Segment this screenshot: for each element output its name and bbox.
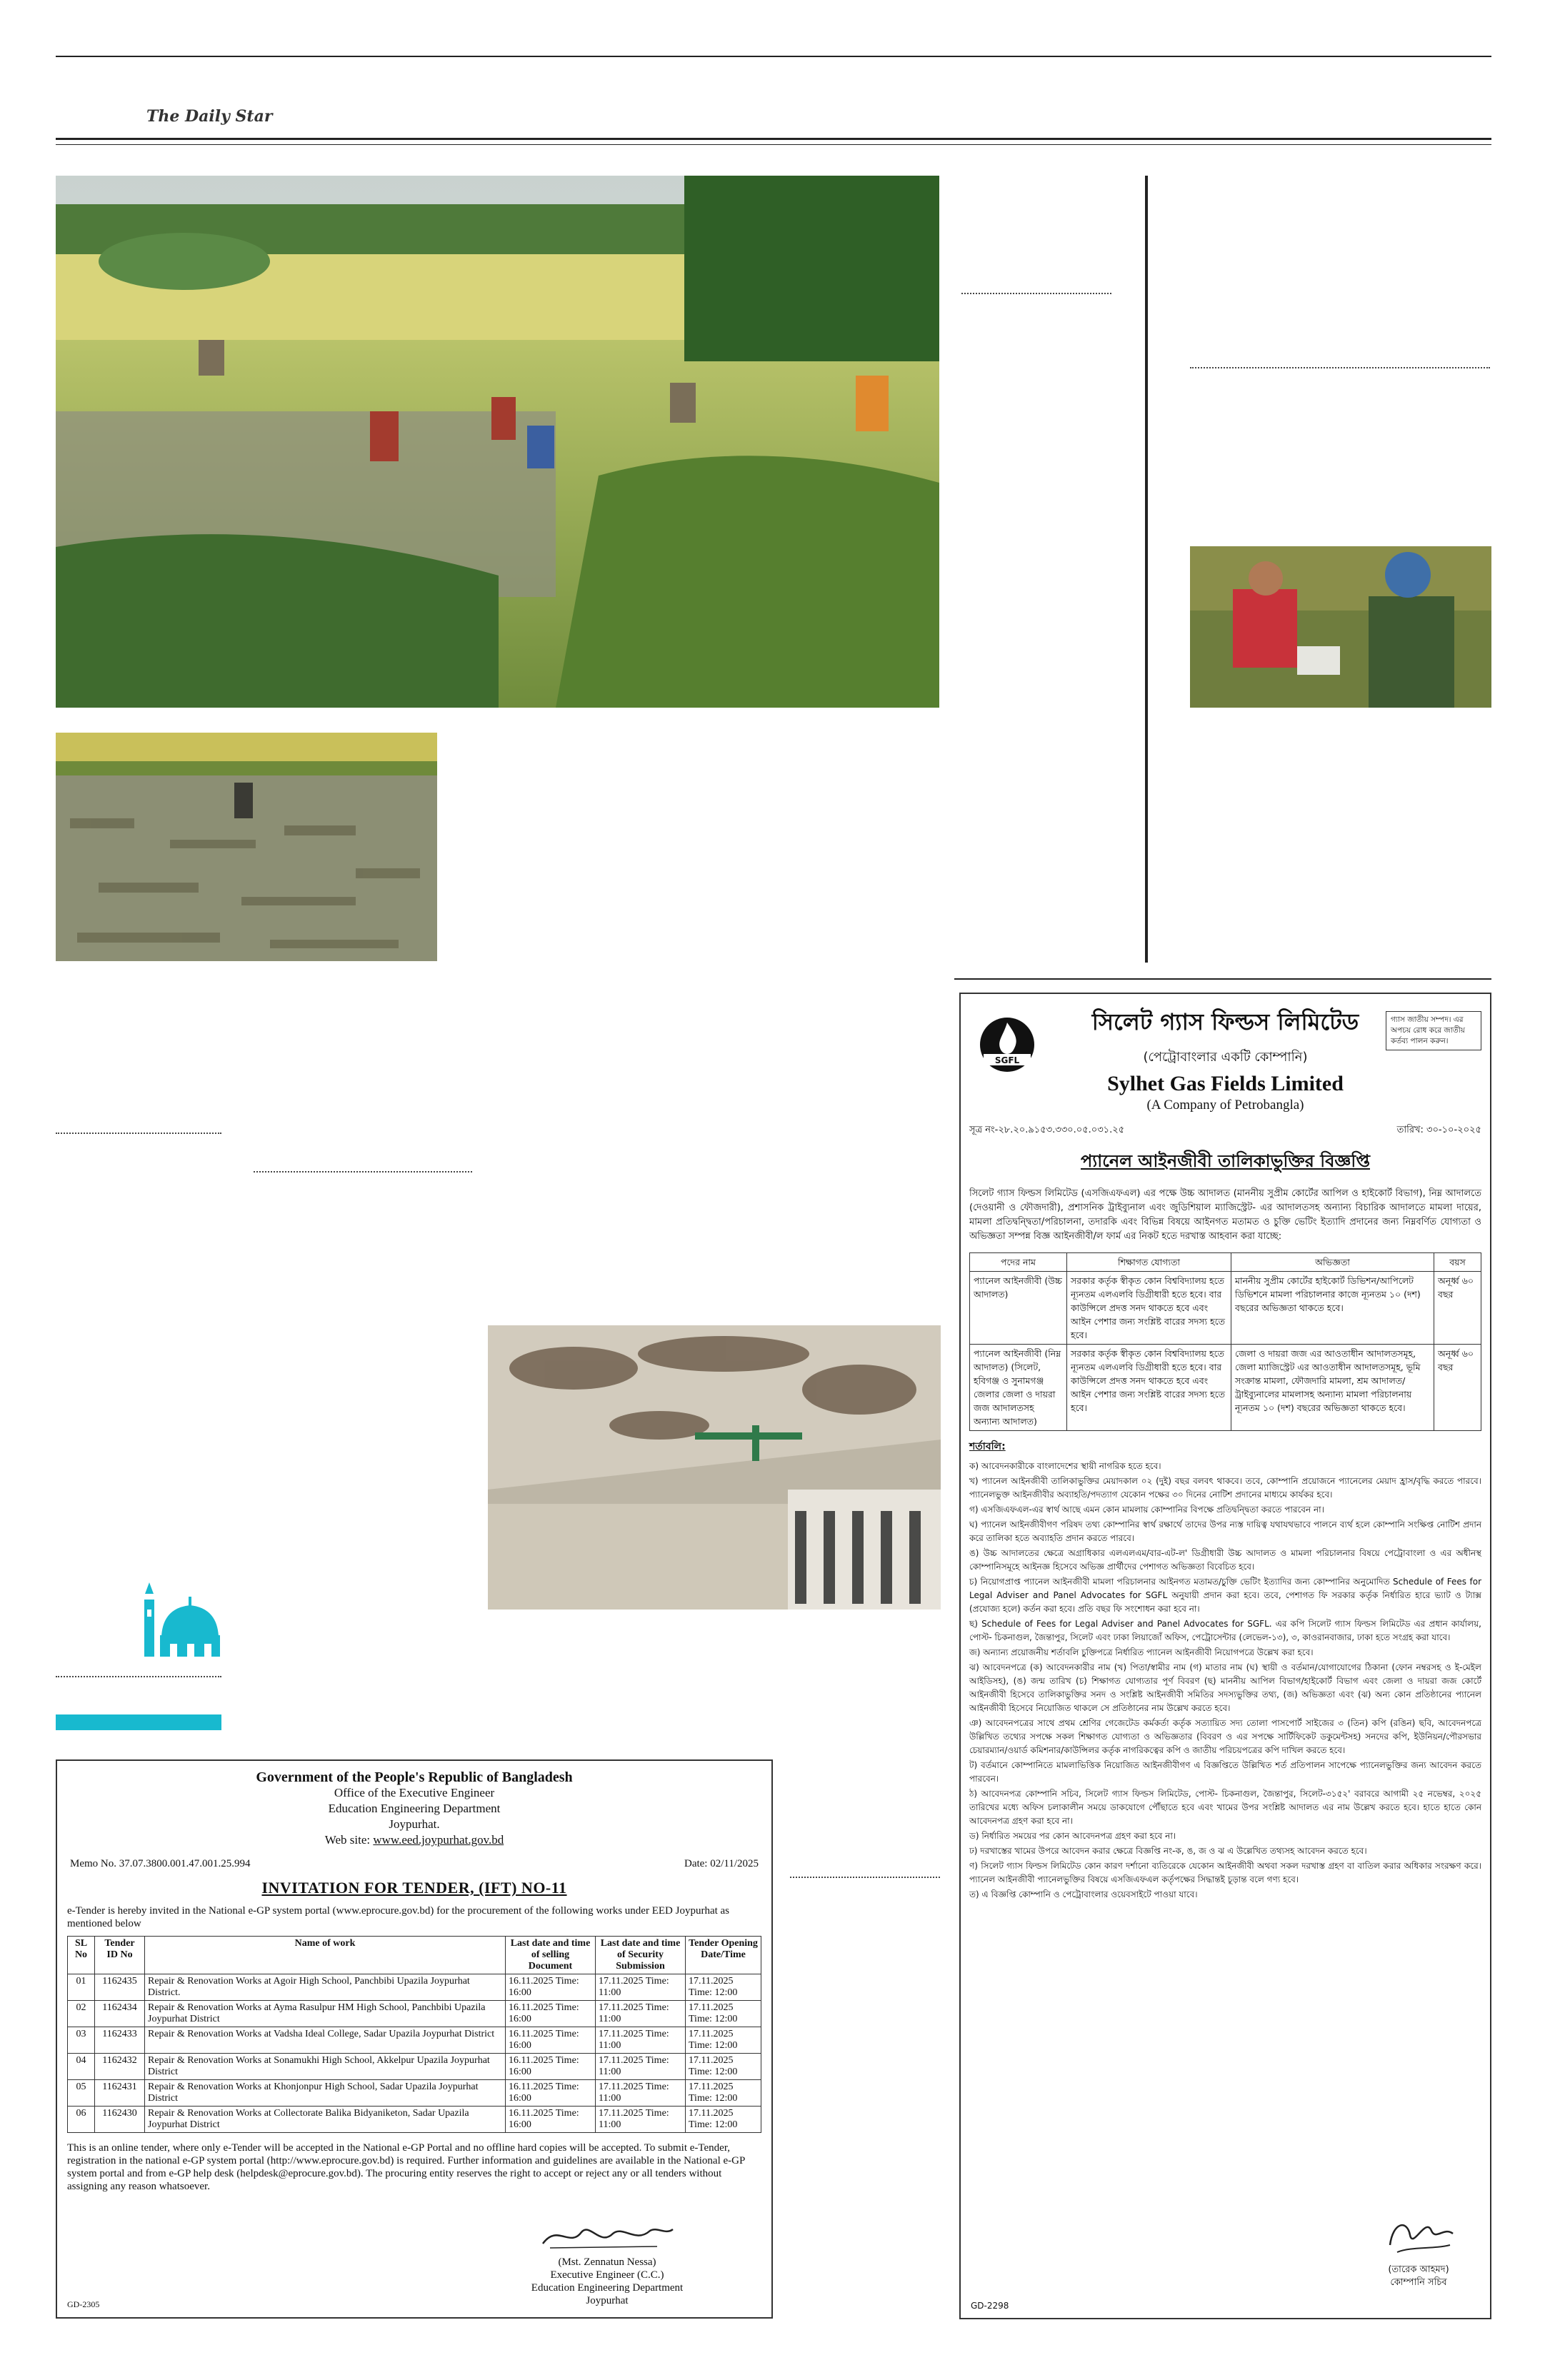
row-selling: 16.11.2025 Time: 16:00 bbox=[506, 1974, 596, 2001]
web-url-link[interactable]: www.eed.joypurhat.gov.bd bbox=[373, 1833, 504, 1847]
col-post: পদের নাম bbox=[970, 1253, 1067, 1272]
row-security: 17.11.2025 Time: 11:00 bbox=[596, 1974, 686, 2001]
sgfl-conditions-heading: শর্তাবলি: bbox=[969, 1441, 1006, 1452]
signatory-title: Executive Engineer (C.C.) bbox=[550, 2269, 664, 2281]
row-opening: 17.11.2025 Time: 12:00 bbox=[686, 2107, 761, 2133]
masthead-title: The Daily Star bbox=[146, 107, 273, 126]
row-sl: 04 bbox=[68, 2054, 95, 2080]
table-row bbox=[970, 1272, 1481, 1345]
tender-table bbox=[67, 1936, 761, 2133]
farmers-harvesting-rice-photo bbox=[56, 176, 939, 708]
row-opening: 17.11.2025 Time: 12:00 bbox=[686, 1974, 761, 2001]
tender-header bbox=[67, 1769, 761, 1848]
list-item: ঞ) আবেদনপত্রের সাথে প্রথম শ্রেণির গেজেটেড কর্মকর্তা কর্তৃক সত্যায়িত সদ্য তোলা পাসপোর্ট সাইজের ৩ (তিন) কপি (রঙিন) ছবি, আবেদনপত্রে উল্লিখিত তথ্যের সপক্ষে সকল শিক্ষাগত যোগ্যতা ও অভিজ্ঞতার (বিবরণ ও এর সপক্ষে সার্টিফিকেট ডকুমেন্টসহ) সনদের কপি, ইউনিয়ন/পৌরসভার চেয়ারম্যান/ওয়ার্ড কমিশনার/কাউন্সিলর কর্তৃক নাগরিকত্বের কপি ও জাতীয় পরিচয়পত্রের কপি দাখিল করতে হবে। bbox=[969, 1718, 1481, 1755]
tender-office: Office of the Executive Engineer bbox=[334, 1786, 495, 1799]
sgfl-ref-number: সূত্র নং-২৮.২০.৯১৫৩.৩৩০.০৫.০৩১.২৫ bbox=[969, 1125, 1125, 1135]
list-item: ঙ) উচ্চ আদালতের ক্ষেত্রে অগ্রাধিকার এলএলএম/বার-এট-ল' ডিগ্রীধারী উচ্চ আদালত ও মামলা পরিচালনার বিষয়ে পেট্রোবাংলা ও এর অধীনস্থ কোম্পানিসমূহে আইনজ্ঞ হিসেবে অভিজ্ঞ প্রার্থীদের পেশাগত অভিজ্ঞতা বিবেচিত হবে। bbox=[969, 1548, 1481, 1572]
col-age: বয়স bbox=[1434, 1253, 1481, 1272]
list-item: ণ) সিলেট গ্যাস ফিল্ডস লিমিটেড কোন কারণ দর্শানো ব্যতিরেকে যেকোন আইনজীবী অথবা সকল দরখাস্ত গ্রহণ বা বাতিল করার অধিকার সংরক্ষণ করে। প্যানেল আইনজীবী প্যানেলভুক্তির বিষয়ে এসজিএফএল কর্তৃপক্ষের সিদ্ধান্তই চূড়ান্ত বলে গণ্য হবে। bbox=[969, 1861, 1481, 1884]
sgfl-panel-lawyer-notice bbox=[959, 993, 1491, 2319]
row-work: Repair & Renovation Works at Agoir High School, Panchbibi Upazila Joypurhat District. bbox=[145, 1974, 506, 2001]
list-item: ক) আবেদনকারীকে বাংলাদেশের স্থায়ী নাগরিক হতে হবে। bbox=[969, 1461, 1161, 1471]
sgfl-signatory-title: কোম্পানি সচিব bbox=[1390, 2277, 1447, 2288]
table-row bbox=[970, 1345, 1481, 1431]
row-selling: 16.11.2025 Time: 16:00 bbox=[506, 2054, 596, 2080]
separator-rule bbox=[790, 1877, 940, 1878]
sgfl-qualification-table bbox=[969, 1252, 1481, 1431]
row-opening: 17.11.2025 Time: 12:00 bbox=[686, 2080, 761, 2107]
row-work: Repair & Renovation Works at Khonjonpur High School, Sadar Upazila Joypurhat District bbox=[145, 2080, 506, 2107]
list-item: ছ) Schedule of Fees for Legal Adviser and Panel Advocates for SGFL. এর কপি সিলেট গ্যাস ফিল্ডস লিমিটেড এর প্রধান কার্যালয়, পোস্ট- চিকনাগুল, জৈন্তাপুর, সিলেট এবং ঢাকা লিয়াজোঁ অফিস, পেট্রোসেন্টার (লেভেল-১৩), ৩, কাওরানবাজার, ঢাকা হতে সংগ্রহ করা যাবে। bbox=[969, 1619, 1481, 1642]
sgfl-date: তারিখ: ৩০-১০-২০২৫ bbox=[1396, 1125, 1481, 1135]
row-id: 1162432 bbox=[95, 2054, 145, 2080]
row-experience: মাননীয় সুপ্রীম কোর্টের হাইকোর্ট ডিভিশন/আপিলেট ডিভিশনে মামলা পরিচালনার কাজে ন্যূনতম ১০ (দশ) বছরের অভিজ্ঞতা থাকতে হবে। bbox=[1231, 1272, 1434, 1345]
list-item: ড) নির্ধারিত সময়ের পর কোন আবেদনপত্র গ্রহণ করা হবে না। bbox=[969, 1831, 1176, 1841]
sgfl-note-box: গ্যাস জাতীয় সম্পদ। এর অপচয় রোধ করে জাতীয় কর্তব্য পালন করুন। bbox=[1386, 1011, 1481, 1050]
row-security: 17.11.2025 Time: 11:00 bbox=[596, 2027, 686, 2054]
row-sl: 05 bbox=[68, 2080, 95, 2107]
row-opening: 17.11.2025 Time: 12:00 bbox=[686, 2054, 761, 2080]
row-selling: 16.11.2025 Time: 16:00 bbox=[506, 2027, 596, 2054]
memo-date: Date: 02/11/2025 bbox=[684, 1858, 759, 1869]
list-item: ঢ) দরখাস্তের খামের উপরে আবেদন করার ক্ষেত্রে বিজ্ঞপ্তি নং-ক, ঙ, জ ও ঝ এ উল্লেখিত তথ্যসহ আবেদন করতে হবে। bbox=[969, 1846, 1367, 1856]
row-opening: 17.11.2025 Time: 12:00 bbox=[686, 2027, 761, 2054]
col-education: শিক্ষাগত যোগ্যতা bbox=[1067, 1253, 1231, 1272]
separator-rule bbox=[1190, 367, 1490, 368]
row-id: 1162435 bbox=[95, 1974, 145, 2001]
table-row bbox=[68, 1974, 761, 2001]
separator-rule bbox=[961, 293, 1111, 294]
row-age: অনূর্ধ্ব ৬০ বছর bbox=[1434, 1272, 1481, 1345]
col-experience: অভিজ্ঞতা bbox=[1231, 1253, 1434, 1272]
signatory-dept: Education Engineering Department bbox=[531, 2282, 684, 2294]
tender-footer: This is an online tender, where only e-Tender will be accepted in the National e-GP Portal and no offline hard copies will be accepted. To submit e-Tender, registration in the national e-GP system portal (http://www.eprocure.gov.bd) is required. Further information and guidelines are available in the National e-GP system portal and from e-GP help desk (helpdesk@eprocure.gov.bd). The procuring entity reserves the right to accept or reject any or all tenders without assigning any reason whatsoever. bbox=[67, 2142, 745, 2192]
sgfl-title-bn: সিলেট গ্যাস ফিল্ডস লিমিটেড bbox=[1091, 1008, 1359, 1035]
tender-notice bbox=[56, 1759, 773, 2319]
sgfl-title-en: Sylhet Gas Fields Limited bbox=[1107, 1072, 1344, 1095]
separator-rule bbox=[56, 1676, 221, 1677]
row-post: প্যানেল আইনজীবী (উচ্চ আদালত) bbox=[970, 1272, 1067, 1345]
row-id: 1162431 bbox=[95, 2080, 145, 2107]
list-item: খ) প্যানেল আইনজীবী তালিকাভুক্তির মেয়াদকাল ০২ (দুই) বছর বলবৎ থাকবে। তবে, কোম্পানি প্রয়োজনে প্যানেলের মেয়াদ হ্রাস/বৃদ্ধি করতে পারবে। প্যানেলভুক্ত আইনজীবীর অব্যাহতি/পদত্যাগ যেকোন পক্ষের ৩০ দিনের নোটিশ প্রদানের মাধ্যমে কার্যকর হবে। bbox=[969, 1476, 1481, 1500]
web-label: Web site: bbox=[324, 1833, 371, 1847]
sgfl-intro: সিলেট গ্যাস ফিল্ডস লিমিটেড (এসজিএফএল) এর পক্ষে উচ্চ আদালত (মাননীয় সুপ্রীম কোর্টের আপিল ও হাইকোর্ট বিভাগ), নিম্ন আদালতে (দেওয়ানী ও ফৌজদারী), প্রশাসনিক ট্রাইব্যুনাল এবং জুডিশিয়াল ম্যাজিস্ট্রেট- এর আদালতসহ অন্যান্য বিচারিক আদালতে মামলা দায়ের, মামলা প্রতিদ্বন্দ্বিতা/পরিচালনা, তদারকি এবং বিভিন্ন বিষয়ে আইনগত মতামত ও চুক্তি ভেটিং ইত্যাদি প্রদানের জন্য নিম্নবর্ণিত যোগ্যতা ও অভিজ্ঞতা সম্পন্ন বিজ্ঞ আইনজীবী/ল ফার্ম এর নিকট হতে দরখাস্ত আহবান করা যাচ্ছে: bbox=[969, 1188, 1481, 1242]
table-row bbox=[68, 2107, 761, 2133]
sgfl-logo-text: SGFL bbox=[994, 1055, 1020, 1065]
mosque-icon bbox=[141, 1578, 220, 1657]
row-education: সরকার কর্তৃক স্বীকৃত কোন বিশ্ববিদ্যালয় হতে ন্যূনতম এলএলবি ডিগ্রীধারী হতে হবে। বার কাউন্সিলে প্রদত্ত সনদ থাকতে হবে এবং আইন পেশার জন্য সংশ্লিষ্ট বারের সদস্য হতে হবে। bbox=[1067, 1272, 1231, 1345]
sgfl-signatory-name: (তারেক আহমদ) bbox=[1388, 2264, 1449, 2275]
ad-top-rule bbox=[954, 978, 1491, 980]
row-work: Repair & Renovation Works at Ayma Rasulpur HM High School, Panchbibi Upazila Joypurhat District bbox=[145, 2001, 506, 2027]
separator-rule bbox=[56, 1133, 221, 1134]
col-sl: SL No bbox=[68, 1937, 95, 1974]
col-tender-id: Tender ID No bbox=[95, 1937, 145, 1974]
list-item: চ) নিয়োগপ্রাপ্ত প্যানেল আইনজীবী মামলা পরিচালনার আইনগত মতামত/চুক্তি ভেটিং ইত্যাদির জন্য কোম্পানির অনুমোদিত Schedule of Fees for Legal Adviser and Panel Advocates for SGFL অনুযায়ী প্রদান করা হবে। তবে, পেশাগত ফি সরকার কর্তৃক নির্ধারিত হারে ভ্যাট ও ট্যাক্স (প্রযোজ্য হলে) কর্তন করা হবে। প্রতি বছর ফি সংশোধন করা হবে না। bbox=[969, 1577, 1481, 1614]
signatory-name: (Mst. Zennatun Nessa) bbox=[558, 2256, 656, 2268]
sgfl-conditions-list bbox=[969, 1460, 1481, 1902]
top-rule bbox=[56, 56, 1491, 57]
row-selling: 16.11.2025 Time: 16:00 bbox=[506, 2001, 596, 2027]
row-work: Repair & Renovation Works at Vadsha Ideal College, Sadar Upazila Joypurhat District bbox=[145, 2027, 506, 2054]
row-work: Repair & Renovation Works at Collectorate Balika Bidyaniketon, Sadar Upazila Joypurhat District bbox=[145, 2107, 506, 2133]
tender-signature-block bbox=[486, 2219, 729, 2307]
list-item: ঠ) আবেদনপত্র কোম্পানি সচিব, সিলেট গ্যাস ফিল্ডস লিমিটেড, পোস্ট- চিকনাগুল, জৈন্তাপুর, সিলেট-৩১৫২' বরাবরে আগামী ২৫ নভেম্বর, ২০২৫ তারিখের মধ্যে অফিস চলাকালীন সময়ে ডাকযোগে পৌঁছাতে হবে এবং খামের উপর সংশ্লিষ্ট আদালত এর নাম উল্লেখ করতে হবে। হাতে হাতে কোন আবেদনপত্র গ্রহণ করা হবে না। bbox=[969, 1789, 1481, 1826]
list-item: ঝ) আবেদনপত্রে (ক) আবেদনকারীর নাম (খ) পিতা/স্বামীর নাম (গ) মাতার নাম (ঘ) স্থায়ী ও বর্তমান/যোগাযোগের ঠিকানা (ফোন নম্বরসহ ও ই-মেইল আইডিসহ), (ঙ) জন্ম তারিখ (চ) শিক্ষাগত যোগ্যতার পূর্ণ বিবরণ (ছ) মাননীয় আপিল বিভাগ/হাইকোর্ট বিভাগ এবং জেলা ও দায়রা জজ কোর্টে আইনজীবী হিসেবে তালিকাভুক্তির সনদ ও সংশ্লিষ্ট আইনজীবী সমিতির সদস্যভুক্তির তথ্য, (জ) অভিজ্ঞতা এবং (ঝ) অন্য কোন প্রতিষ্ঠানের প্যানেল আইনজীবী হিসেবে নিয়োজিত থাকলে সে প্রতিষ্ঠানের নাম উল্লেখ করতে হবে। bbox=[969, 1662, 1481, 1713]
table-row bbox=[68, 2001, 761, 2027]
row-id: 1162433 bbox=[95, 2027, 145, 2054]
row-security: 17.11.2025 Time: 11:00 bbox=[596, 2054, 686, 2080]
row-sl: 06 bbox=[68, 2107, 95, 2133]
row-opening: 17.11.2025 Time: 12:00 bbox=[686, 2001, 761, 2027]
row-selling: 16.11.2025 Time: 16:00 bbox=[506, 2080, 596, 2107]
row-education: সরকার কর্তৃক স্বীকৃত কোন বিশ্ববিদ্যালয় হতে ন্যূনতম এলএলবি ডিগ্রীধারী হতে হবে। বার কাউন্সিলে প্রদত্ত সনদ থাকতে হবে এবং আইন পেশার জন্য সংশ্লিষ্ট বারের সদস্য হতে হবে। bbox=[1067, 1345, 1231, 1431]
sgfl-heading: প্যানেল আইনজীবী তালিকাভুক্তির বিজ্ঞপ্তি bbox=[1080, 1151, 1370, 1171]
sgfl-logo-icon bbox=[978, 1015, 1036, 1074]
tender-govt: Government of the People's Republic of Bangladesh bbox=[256, 1769, 573, 1785]
signature-mark bbox=[536, 2219, 679, 2252]
row-security: 17.11.2025 Time: 11:00 bbox=[596, 2107, 686, 2133]
list-item: জ) অন্যান্য প্রয়োজনীয় শর্তাবলি চুক্তিপত্রে নির্ধারিত প্যানেল আইনজীবী নিয়োগপত্রে উল্লেখ করা হবে। bbox=[969, 1647, 1314, 1657]
row-security: 17.11.2025 Time: 11:00 bbox=[596, 2001, 686, 2027]
list-item: ঘ) প্যানেল আইনজীবীগণ পরিষদ তথ্য কোম্পানির স্বার্থ রক্ষার্থে তাদের উপর ন্যস্ত দায়িত্ব যথাযথভাবে পালনে ব্যর্থ হলে কোম্পানি সংক্ষিপ্ত নোটিশ প্রদান করে তালিকা হতে অব্যাহতি প্রদান করতে পারবে। bbox=[969, 1520, 1481, 1543]
tender-gd-number: GD-2305 bbox=[67, 2299, 100, 2309]
tender-city: Joypurhat. bbox=[389, 1817, 440, 1831]
col-selling: Last date and time of selling Document bbox=[506, 1937, 596, 1974]
row-age: অনূর্ধ্ব ৬০ বছর bbox=[1434, 1345, 1481, 1431]
tender-dept: Education Engineering Department bbox=[328, 1802, 501, 1815]
table-row bbox=[68, 2054, 761, 2080]
row-work: Repair & Renovation Works at Sonamukhi High School, Akkelpur Upazila Joypurhat District bbox=[145, 2054, 506, 2080]
column-divider bbox=[1145, 176, 1148, 963]
masthead-rule-2 bbox=[56, 144, 1491, 145]
section-color-bar bbox=[56, 1714, 221, 1730]
list-item: ত) এ বিজ্ঞপ্তি কোম্পানি ও পেট্রোবাংলার ওয়েবসাইটে পাওয়া যাবে। bbox=[969, 1889, 1198, 1899]
separator-rule bbox=[254, 1171, 472, 1173]
col-name-of-work: Name of work bbox=[145, 1937, 506, 1974]
col-security: Last date and time of Security Submission bbox=[596, 1937, 686, 1974]
row-security: 17.11.2025 Time: 11:00 bbox=[596, 2080, 686, 2107]
table-row bbox=[68, 2080, 761, 2107]
signatory-city: Joypurhat bbox=[586, 2295, 629, 2306]
row-experience: জেলা ও দায়রা জজ এর আওতাধীন আদালতসমূহ, জেলা ম্যাজিস্ট্রেট এর আওতাধীন আদালতসমূহ, ভূমি সংক্রান্ত মামলা, ফৌজদারি মামলা, শ্রম আদালত/ট্রাইব্যুনালের মামলাসহ অন্যান্য মামলা পরিচালনায় ন্যূনতম ১০ (দশ) বছরের অভিজ্ঞতা থাকতে হবে। bbox=[1231, 1345, 1434, 1431]
sgfl-subtitle-en: (A Company of Petrobangla) bbox=[1146, 1098, 1304, 1113]
list-item: ট) বর্তমানে কোম্পানিতে মামলাভিত্তিক নিয়োজিত আইনজীবীগণ এ বিজ্ঞপ্তিতে উল্লিখিত শর্ত প্রতিপালন সাপেক্ষে প্যানেলভুক্তির জন্য আবেদন করতে পারবেন। bbox=[969, 1760, 1481, 1784]
tender-intro: e-Tender is hereby invited in the National e-GP system portal (www.eprocure.gov.bd) for the procurement of the following works under EED Joypurhat as mentioned below bbox=[67, 1905, 730, 1929]
sgfl-gd-number: GD-2298 bbox=[971, 2301, 1009, 2311]
memo-number: Memo No. 37.07.3800.001.47.001.25.994 bbox=[70, 1858, 251, 1869]
row-selling: 16.11.2025 Time: 16:00 bbox=[506, 2107, 596, 2133]
row-id: 1162430 bbox=[95, 2107, 145, 2133]
row-sl: 03 bbox=[68, 2027, 95, 2054]
sgfl-subtitle-bn: (পেট্রোবাংলার একটি কোম্পানি) bbox=[1143, 1050, 1308, 1065]
signature-mark bbox=[1376, 2209, 1461, 2259]
damaged-classroom-ceiling-photo bbox=[488, 1325, 941, 1610]
row-post: প্যানেল আইনজীবী (নিম্ন আদালত) (সিলেট, হবিগঞ্জ ও সুনামগঞ্জ জেলার জেলা ও দায়রা জজ আদালতসহ অন্যান্য আদালত) bbox=[970, 1345, 1067, 1431]
flooded-paddy-field-photo bbox=[56, 733, 437, 961]
tender-title: INVITATION FOR TENDER, (IFT) NO-11 bbox=[261, 1879, 567, 1897]
list-item: গ) এসজিএফএল-এর স্বার্থ আছে এমন কোন মামলায় কোম্পানির বিপক্ষে প্রতিদ্বন্দ্বিতা করতে পারবেন না। bbox=[969, 1505, 1324, 1515]
row-sl: 02 bbox=[68, 2001, 95, 2027]
field-inspection-photo bbox=[1190, 546, 1491, 708]
sgfl-signature-block bbox=[1376, 2209, 1461, 2289]
table-row bbox=[68, 2027, 761, 2054]
masthead-rule-1 bbox=[56, 138, 1491, 140]
col-opening: Tender Opening Date/Time bbox=[686, 1937, 761, 1974]
row-id: 1162434 bbox=[95, 2001, 145, 2027]
row-sl: 01 bbox=[68, 1974, 95, 2001]
